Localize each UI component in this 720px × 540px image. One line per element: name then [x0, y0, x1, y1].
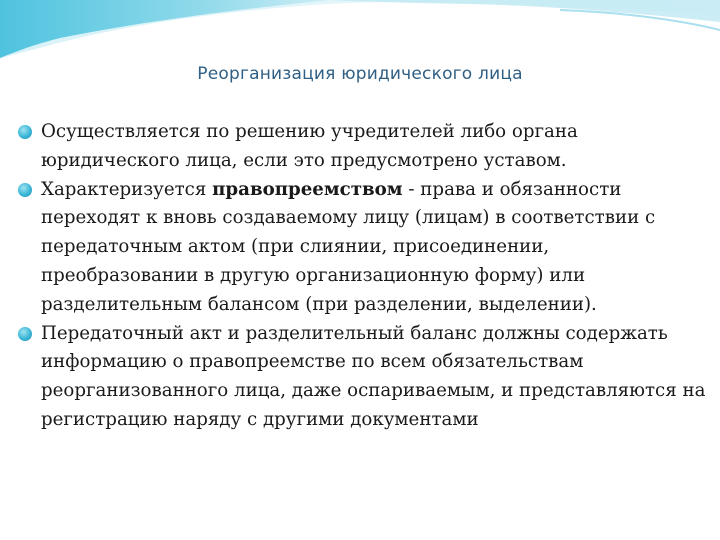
- header-wave-decoration: [0, 0, 720, 110]
- bullet-text-emphasis: правопреемством: [212, 178, 403, 200]
- bullet-item: [18, 118, 708, 176]
- bullet-text-tail: - права и обязанности переходят к вновь создаваемому лицу (лицам) в соответствии с передаточным актом (при слиянии, присоединении, преобразовании в другую организационную форму) или разделительным балансом (при разделении, выделении).: [41, 178, 656, 315]
- circle-bullet-icon: [18, 183, 32, 197]
- bullet-item: [18, 320, 708, 435]
- circle-bullet-icon: [18, 125, 32, 139]
- bullet-item: [18, 176, 708, 320]
- bullet-text-lead: Характеризуется: [41, 178, 213, 200]
- slide-title: Реорганизация юридического лица: [197, 64, 523, 84]
- circle-bullet-icon: [18, 327, 32, 341]
- bullet-text: Осуществляется по решению учредителей либо органа юридического лица, если это предусмотрено уставом.: [41, 121, 578, 171]
- bullet-list: [18, 118, 708, 435]
- bullet-text: Передаточный акт и разделительный баланс должны содержать информацию о правопреемстве по всем обязательствам реорганизованного лица, даже оспариваемым, и представляются на регистрацию наряду с другими документами: [41, 322, 706, 430]
